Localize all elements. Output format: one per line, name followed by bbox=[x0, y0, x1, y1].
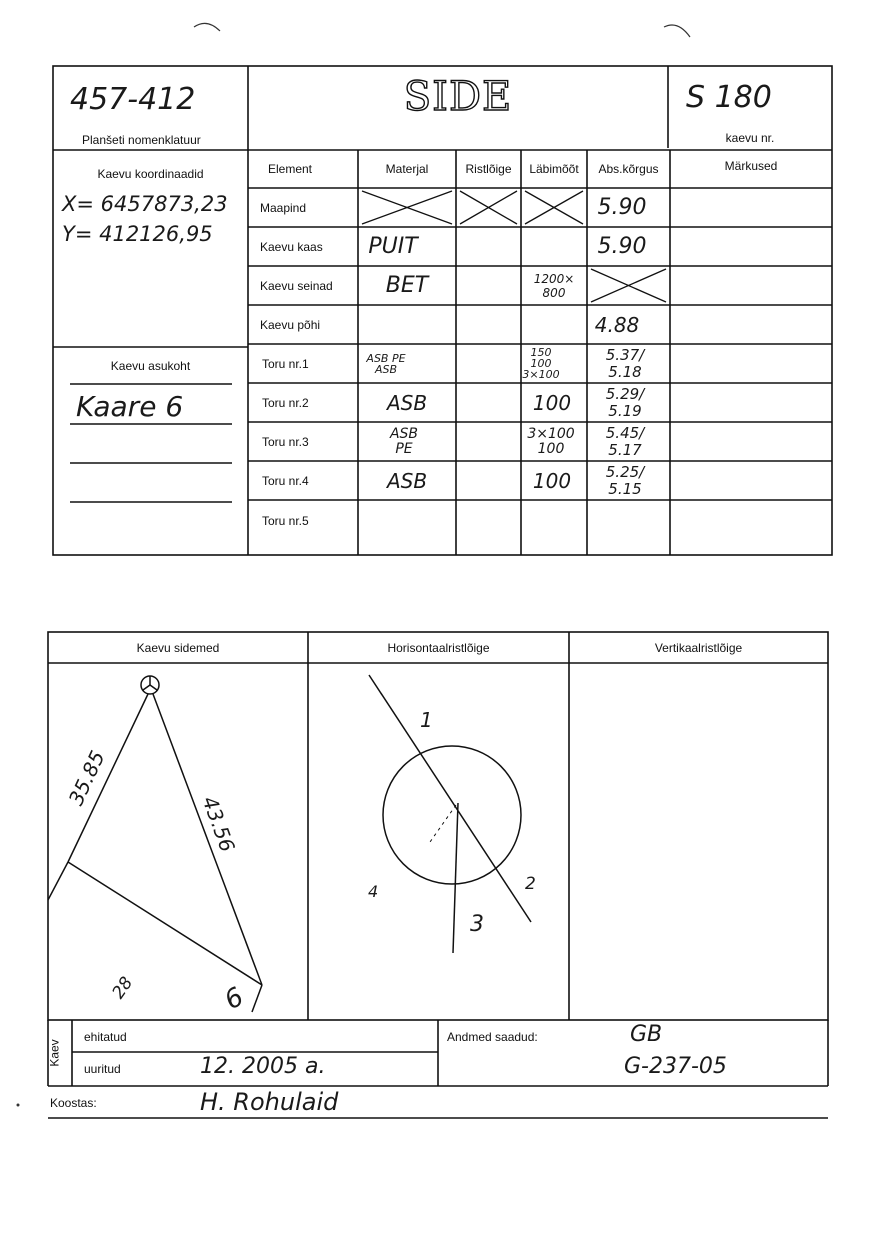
tie-point: 6 bbox=[219, 981, 249, 1017]
row-elevation: 4.88 bbox=[594, 312, 640, 337]
header-element: Element bbox=[267, 162, 313, 176]
row-material: ASB bbox=[386, 390, 428, 415]
form-title: SIDE bbox=[403, 74, 513, 120]
row-diameter: 100 bbox=[532, 390, 572, 415]
row-element: Toru nr.1 bbox=[262, 357, 309, 371]
row-material: PUIT bbox=[368, 234, 418, 259]
row-element: Toru nr.5 bbox=[262, 514, 309, 528]
row-element: Maapind bbox=[260, 201, 307, 215]
surveyed-value: 12. 2005 a. bbox=[200, 1054, 326, 1079]
row-material: ASB bbox=[386, 468, 428, 493]
row-element: Kaevu kaas bbox=[260, 240, 323, 254]
pipe-2-label: 2 bbox=[525, 874, 536, 894]
row-elevation: 5.29/ 5.19 bbox=[605, 384, 645, 420]
location-label: Kaevu asukoht bbox=[110, 359, 191, 373]
row-element: Toru nr.4 bbox=[262, 474, 309, 488]
header-material: Materjal bbox=[385, 162, 429, 176]
pipe-1-label: 1 bbox=[420, 708, 433, 732]
row-material: BET bbox=[385, 273, 429, 298]
tie-distance-2: 43.56 bbox=[197, 792, 240, 856]
row-elevation: 5.37/ 5.18 bbox=[605, 345, 645, 381]
compiled-label: Koostas: bbox=[50, 1096, 97, 1110]
tie-distance-3: 28 bbox=[108, 973, 138, 1003]
compiled-value: H. Rohulaid bbox=[200, 1088, 339, 1116]
map-sheet-value: 457-412 bbox=[70, 82, 196, 117]
row-element: Toru nr.3 bbox=[262, 435, 309, 449]
header-vertical: Vertikaalristlõige bbox=[654, 640, 743, 655]
pipe-3-label: 3 bbox=[470, 912, 484, 937]
surveyed-label: uuritud bbox=[84, 1062, 121, 1076]
row-material: ASB PE ASB bbox=[366, 351, 406, 376]
data-from-label: Andmed saadud: bbox=[447, 1030, 538, 1044]
header-elevation: Abs.kõrgus bbox=[598, 162, 659, 176]
header-diameter: Läbimõõt bbox=[529, 162, 579, 176]
row-elevation: 5.25/ 5.15 bbox=[605, 462, 645, 498]
coord-x: X= 6457873,23 bbox=[62, 192, 228, 216]
row-diameter: 1200× 800 bbox=[533, 271, 575, 300]
horizontal-section bbox=[369, 675, 531, 953]
header-horizontal: Horisontaalristlõige bbox=[387, 640, 490, 655]
coords-label: Kaevu koordinaadid bbox=[97, 167, 204, 181]
row-diameter: 100 bbox=[532, 468, 572, 493]
coord-y: Y= 412126,95 bbox=[62, 222, 213, 246]
location-value: Kaare 6 bbox=[76, 390, 184, 423]
header-slope: Ristlõige bbox=[465, 162, 512, 176]
header-notes: Märkused bbox=[724, 159, 778, 173]
pipe-4-label: 4 bbox=[368, 882, 379, 901]
well-number-label: kaevu nr. bbox=[725, 131, 775, 145]
side-label: Kaev bbox=[47, 1039, 62, 1067]
well-number-value: S 180 bbox=[686, 80, 772, 115]
row-elevation: 5.90 bbox=[597, 195, 647, 220]
data-from-value-2: G-237-05 bbox=[624, 1054, 727, 1079]
row-material: ASB PE bbox=[389, 425, 419, 457]
map-sheet-label: Planšeti nomenklatuur bbox=[82, 133, 201, 147]
row-element: Kaevu seinad bbox=[260, 279, 333, 293]
row-element: Kaevu põhi bbox=[260, 318, 321, 332]
built-label: ehitatud bbox=[84, 1030, 127, 1044]
data-from-value-1: GB bbox=[630, 1022, 663, 1047]
row-elevation: 5.45/ 5.17 bbox=[605, 423, 645, 459]
row-elevation: 5.90 bbox=[597, 234, 647, 259]
row-diameter: 150 100 3×100 bbox=[522, 346, 560, 381]
header-ties: Kaevu sidemed bbox=[136, 640, 220, 655]
tie-distance-1: 35.85 bbox=[63, 746, 110, 810]
row-diameter: 3×100 100 bbox=[527, 425, 575, 457]
row-element: Toru nr.2 bbox=[262, 396, 309, 410]
